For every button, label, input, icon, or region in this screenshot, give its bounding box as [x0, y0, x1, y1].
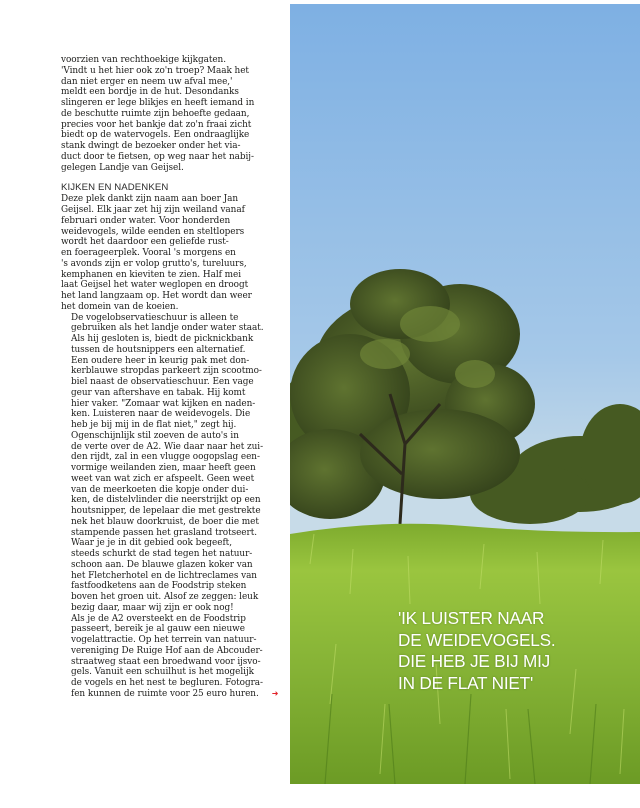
text-line: het domein van de koeien.	[61, 301, 179, 312]
body-paragraph	[61, 194, 273, 312]
text-line: houtsnipper, de lepelaar die met gestrekte	[71, 506, 261, 516]
text-line: Als je de A2 oversteekt en de Foodstrip	[71, 613, 246, 624]
text-line: het Fletcherhotel en de lichtreclames van	[71, 570, 257, 581]
text-line-content: fen kunnen de ruimte voor 25 euro huren.	[71, 688, 259, 699]
text-line: ken, de distelvlinder die neerstrijkt op een	[71, 495, 261, 506]
text-line: de verte over de A2. Wie daar naar het zui-	[71, 441, 264, 452]
text-line: biedt op de watervogels. Een ondraaglijke	[61, 130, 250, 141]
text-line: 'Vindt u het hier ook zo'n troep? Maak het	[61, 65, 249, 76]
text-line: Als hij gesloten is, biedt de picknickbank	[71, 334, 254, 344]
text-line: en foerageerplek. Vooral 's morgens en	[61, 248, 236, 258]
text-line: gelegen Landje van Geijsel.	[61, 162, 184, 173]
text-line: steeds schurkt de stad tegen het natuur-	[71, 549, 253, 559]
text-line: ken. Luisteren naar de weidevogels. Die	[71, 409, 251, 420]
text-line: geur van aftershave en tabak. Hij komt	[71, 387, 246, 398]
text-line: De vogelobservatieschuur is alleen te	[71, 312, 239, 323]
text-line: bezig daar, maar wij zijn er ook nog!	[71, 602, 234, 613]
text-line: fastfoodketens aan de Foodstrip steken	[71, 581, 247, 592]
text-line: Deze plek dankt zijn naam aan boer Jan	[61, 194, 239, 205]
body-paragraph	[61, 613, 279, 700]
text-line: passeert, bereik je al gauw een nieuwe	[71, 624, 245, 635]
section-heading: KIJKEN EN NADENKEN	[61, 182, 169, 194]
text-line: 's avonds zijn er volop grutto's, tureluurs,	[61, 258, 247, 269]
text-line: tussen de houtsnippers een alternatief.	[71, 344, 246, 355]
pull-quote-line: DIE HEB JE BIJ MIJ	[398, 651, 551, 671]
text-line: weet van wat zich er afspeelt. Geen weet	[71, 473, 255, 484]
text-line: de vogels en het nest te begluren. Fotogra-	[71, 678, 263, 688]
end-of-article-arrow-icon: ➜	[271, 688, 279, 698]
text-line: kemphanen en kieviten te zien. Half mei	[61, 269, 242, 280]
text-line: duct door te fietsen, op weg naar het nabij-	[61, 151, 254, 162]
text-line: schoon aan. De blauwe glazen koker van	[71, 559, 253, 570]
text-line: het land langzaam op. Het wordt dan weer	[61, 291, 252, 301]
body-paragraph	[61, 313, 273, 356]
body-paragraph	[61, 538, 273, 613]
text-line: hier vaker. "Zomaar wat kijken en naden-	[71, 398, 256, 409]
text-line: gebruiken als het landje onder water staat.	[71, 323, 264, 334]
text-line: wordt het daardoor een geliefde rust-	[61, 237, 229, 248]
text-line	[61, 688, 279, 700]
text-line: stank dwingt de bezoeker onder het via-	[61, 141, 241, 151]
text-line: voorzien van rechthoekige kijkgaten.	[61, 55, 226, 65]
text-line: Een oudere heer in keurig pak met don-	[71, 355, 250, 366]
text-line: van de meerkoeten die kopje onder dui-	[71, 484, 249, 495]
pull-quote-line: 'IK LUISTER NAAR	[398, 608, 545, 628]
pull-quote-line: DE WEIDEVOGELS.	[398, 629, 556, 650]
text-line: vereniging De Ruige Hof aan de Abcouder-	[71, 645, 263, 656]
text-line: de beschutte ruimte zijn behoefte gedaan,	[61, 108, 250, 119]
pull-quote	[398, 608, 638, 694]
text-line: den rijdt, zal in een vlugge oogopslag een-	[71, 452, 260, 463]
article-column	[61, 55, 279, 700]
text-line: weidevogels, wilde eenden en steltlopers	[61, 226, 245, 237]
text-line: biel naast de observatieschuur. Een vage	[71, 377, 254, 387]
text-line: gels. Vanuit een schuilhut is het mogelijk	[71, 667, 254, 678]
text-line: slingeren er lege blikjes en heeft iemand in	[61, 98, 255, 108]
pull-quote-line: IN DE FLAT NIET'	[398, 672, 534, 693]
body-paragraph	[61, 55, 273, 173]
text-line: laat Geijsel het water weglopen en droogt	[61, 280, 249, 291]
text-line: februari onder water. Voor honderden	[61, 215, 231, 226]
text-line: Geijsel. Elk jaar zet hij zijn weiland vanaf	[61, 205, 245, 215]
text-line: dan niet erger en neem uw afval mee,'	[61, 76, 233, 87]
text-line: vogelattractie. Op het terrein van natuur-	[71, 635, 257, 645]
body-paragraph	[61, 431, 273, 539]
text-line: Waar je je in dit gebied ook begeeft,	[71, 538, 232, 549]
text-line: nek het blauw doorkruist, de boer die met	[71, 516, 259, 527]
text-line: meldt een bordje in de hut. Desondanks	[61, 87, 239, 98]
text-line: vormige weilanden zien, maar heeft geen	[71, 463, 256, 473]
text-line: Ogenschijnlijk stil zoeven de auto's in	[71, 430, 239, 441]
body-paragraph	[61, 356, 273, 431]
text-line: stampende passen het grasland trotseert.	[71, 527, 257, 538]
text-line: straatweg staat een broedwand voor ijsvo-	[71, 656, 261, 667]
text-line: precies voor het bankje dat zo'n fraai zicht	[61, 119, 252, 130]
text-line: heb je bij mij in de flat niet," zegt hij.	[71, 420, 237, 430]
text-line: kerblauwe stropdas parkeert zijn scootmo-	[71, 366, 262, 377]
text-line: boven het groen uit. Alsof ze zeggen: leuk	[71, 592, 259, 602]
